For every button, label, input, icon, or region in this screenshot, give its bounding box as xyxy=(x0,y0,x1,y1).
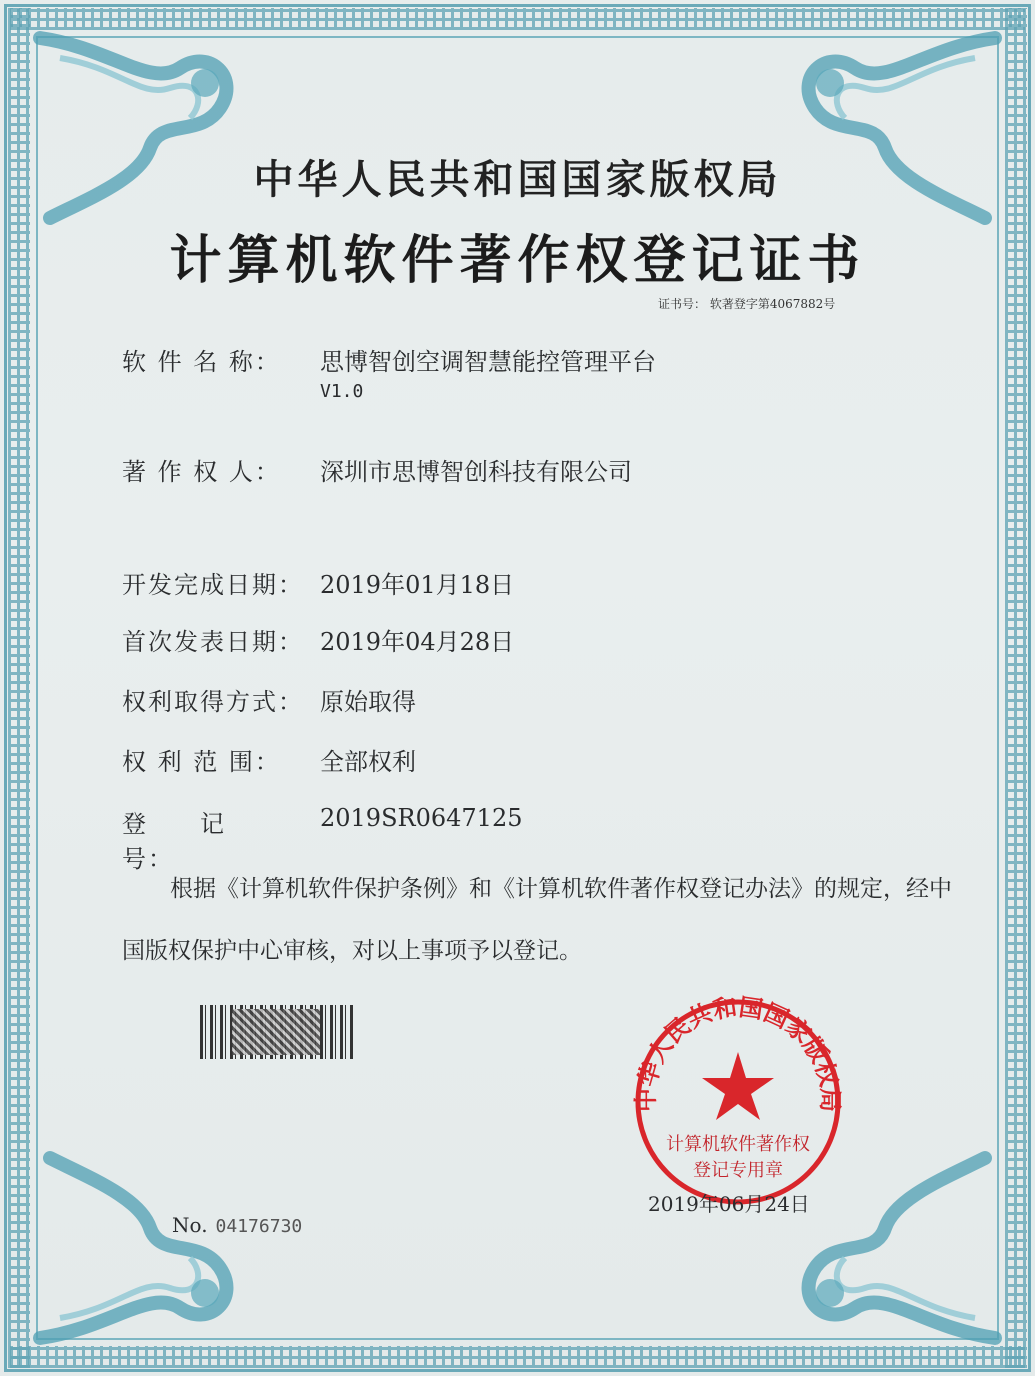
field-label: 开发完成日期： xyxy=(122,571,304,599)
field-value: 2019年04月28日 xyxy=(320,628,515,656)
field-rights-scope xyxy=(122,742,416,777)
field-label: 权利取得方式： xyxy=(122,688,304,716)
qr-code xyxy=(232,1009,320,1055)
issuing-authority: 中华人民共和国国家版权局 xyxy=(253,156,782,203)
official-seal xyxy=(618,990,858,1210)
field-value: 2019SR0647125 xyxy=(320,804,523,832)
field-acquisition-method xyxy=(122,682,416,717)
field-value: 2019年01月18日 xyxy=(320,571,515,599)
seal-ring-text: 中华人民共和国国家版权局 xyxy=(630,992,846,1113)
certificate-title: 计算机软件著作权登记证书 xyxy=(169,230,866,291)
fret-border-left xyxy=(8,8,30,1368)
field-label: 著 作 权 人： xyxy=(122,458,281,486)
barcode xyxy=(200,1005,355,1059)
seal-star-icon xyxy=(702,1052,774,1120)
corner-ornament-bottom-left xyxy=(30,1148,290,1348)
field-label: 登 记 号： xyxy=(122,810,278,873)
software-name-value: 思博智创空调智慧能控管理平台 xyxy=(320,348,656,376)
field-label: 软 件 名 称： xyxy=(122,348,281,376)
registration-statement: 根据《计算机软件保护条例》和《计算机软件著作权登记办法》的规定，经中国版权保护中心审核，对以上事项予以登记。 xyxy=(122,876,952,964)
serial-number xyxy=(172,1213,302,1237)
field-first-publish-date xyxy=(122,622,514,657)
software-version: V1.0 xyxy=(320,381,364,402)
field-software-name xyxy=(122,342,656,402)
serial-value: 04176730 xyxy=(215,1216,303,1237)
seal-center-line1: 计算机软件著作权 xyxy=(666,1134,810,1155)
fret-border-right xyxy=(1005,8,1027,1368)
field-label: 首次发表日期： xyxy=(122,628,304,656)
serial-prefix: No. xyxy=(172,1213,208,1237)
field-copyright-owner xyxy=(122,452,632,487)
field-label: 权 利 范 围： xyxy=(122,748,281,776)
field-dev-complete-date xyxy=(122,565,514,600)
field-value: 全部权利 xyxy=(320,748,416,776)
field-value xyxy=(320,342,656,402)
seal-date: 2019年06月24日 xyxy=(648,1192,810,1216)
certificate-number: 证书号： 软著登字第4067882号 xyxy=(658,297,836,311)
fret-border-top xyxy=(10,8,1025,30)
seal-center-line2: 登记专用章 xyxy=(693,1160,783,1181)
field-value: 深圳市思博智创科技有限公司 xyxy=(320,458,632,486)
fret-border-bottom xyxy=(10,1346,1025,1368)
field-value: 原始取得 xyxy=(320,688,416,716)
